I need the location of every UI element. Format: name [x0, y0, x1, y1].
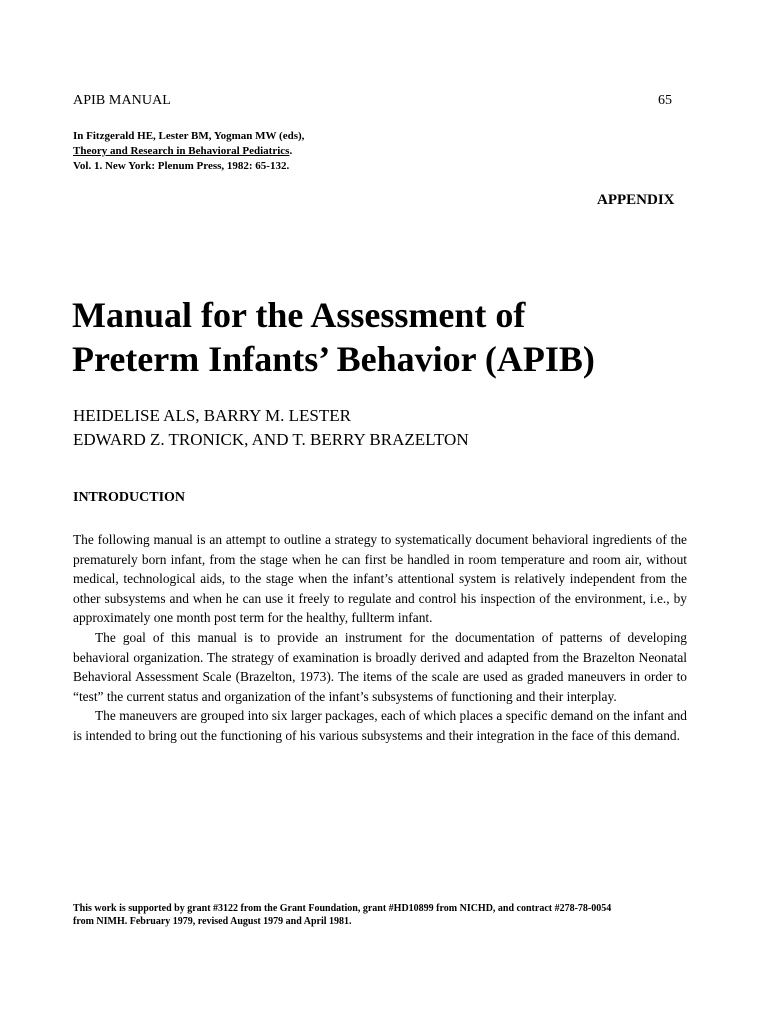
authors-line-1: HEIDELISE ALS, BARRY M. LESTER [73, 406, 351, 425]
introduction-body [73, 530, 687, 746]
citation-book-line [73, 144, 304, 159]
citation-book-title: Theory and Research in Behavioral Pediatrics [73, 145, 290, 157]
paragraph: The following manual is an attempt to outline a strategy to systematically document behavioral ingredients of the prematurely born infant, from the stage when he can first be handled in room temperature and room air, without medical, technological aids, to the stage when the infant’s attentional system is relatively independent from the other subsystems and when he can use it freely to regulate and control his inspection of the environment, i.e., by approximately one month post term for the healthy, fullterm infant. [73, 532, 687, 626]
authors-line-2: EDWARD Z. TRONICK, AND T. BERRY BRAZELTON [73, 430, 469, 449]
funding-footnote [73, 902, 693, 928]
footnote-line-2: from NIMH. February 1979, revised August 1979 and April 1981. [73, 916, 352, 927]
citation-publisher: Vol. 1. New York: Plenum Press, 1982: 65-132. [73, 160, 290, 172]
running-head: APIB MANUAL [73, 93, 171, 108]
footnote-line-1: This work is supported by grant #3122 from the Grant Foundation, grant #HD10899 from NICHD, and contract #278-78-0054 [73, 903, 612, 914]
title-line-1: Manual for the Assessment of [72, 295, 526, 335]
page-title [72, 293, 712, 381]
citation-editors: In Fitzgerald HE, Lester BM, Yogman MW (eds), [73, 130, 305, 142]
title-line-2: Preterm Infants’ Behavior (APIB) [72, 339, 595, 379]
authors [73, 404, 469, 452]
citation-book-punct: . [289, 145, 293, 157]
paragraph: The maneuvers are grouped into six larger packages, each of which places a specific demand on the infant and is intended to bring out the functioning of his various subsystems and their integration in the face of this demand. [73, 708, 687, 743]
page-number: 65 [658, 93, 672, 108]
paragraph: The goal of this manual is to provide an instrument for the documentation of patterns of developing behavioral organization. The strategy of examination is broadly derived and adapted from the Brazelton Neonatal Behavioral Assessment Scale (Brazelton, 1973). The items of the scale are used as graded maneuvers in order to “test” the current status and organization of the infant’s subsystems of functioning and their interplay. [73, 629, 687, 704]
section-label: APPENDIX [597, 192, 675, 208]
introduction-heading: INTRODUCTION [73, 490, 186, 505]
citation-block [73, 129, 304, 174]
